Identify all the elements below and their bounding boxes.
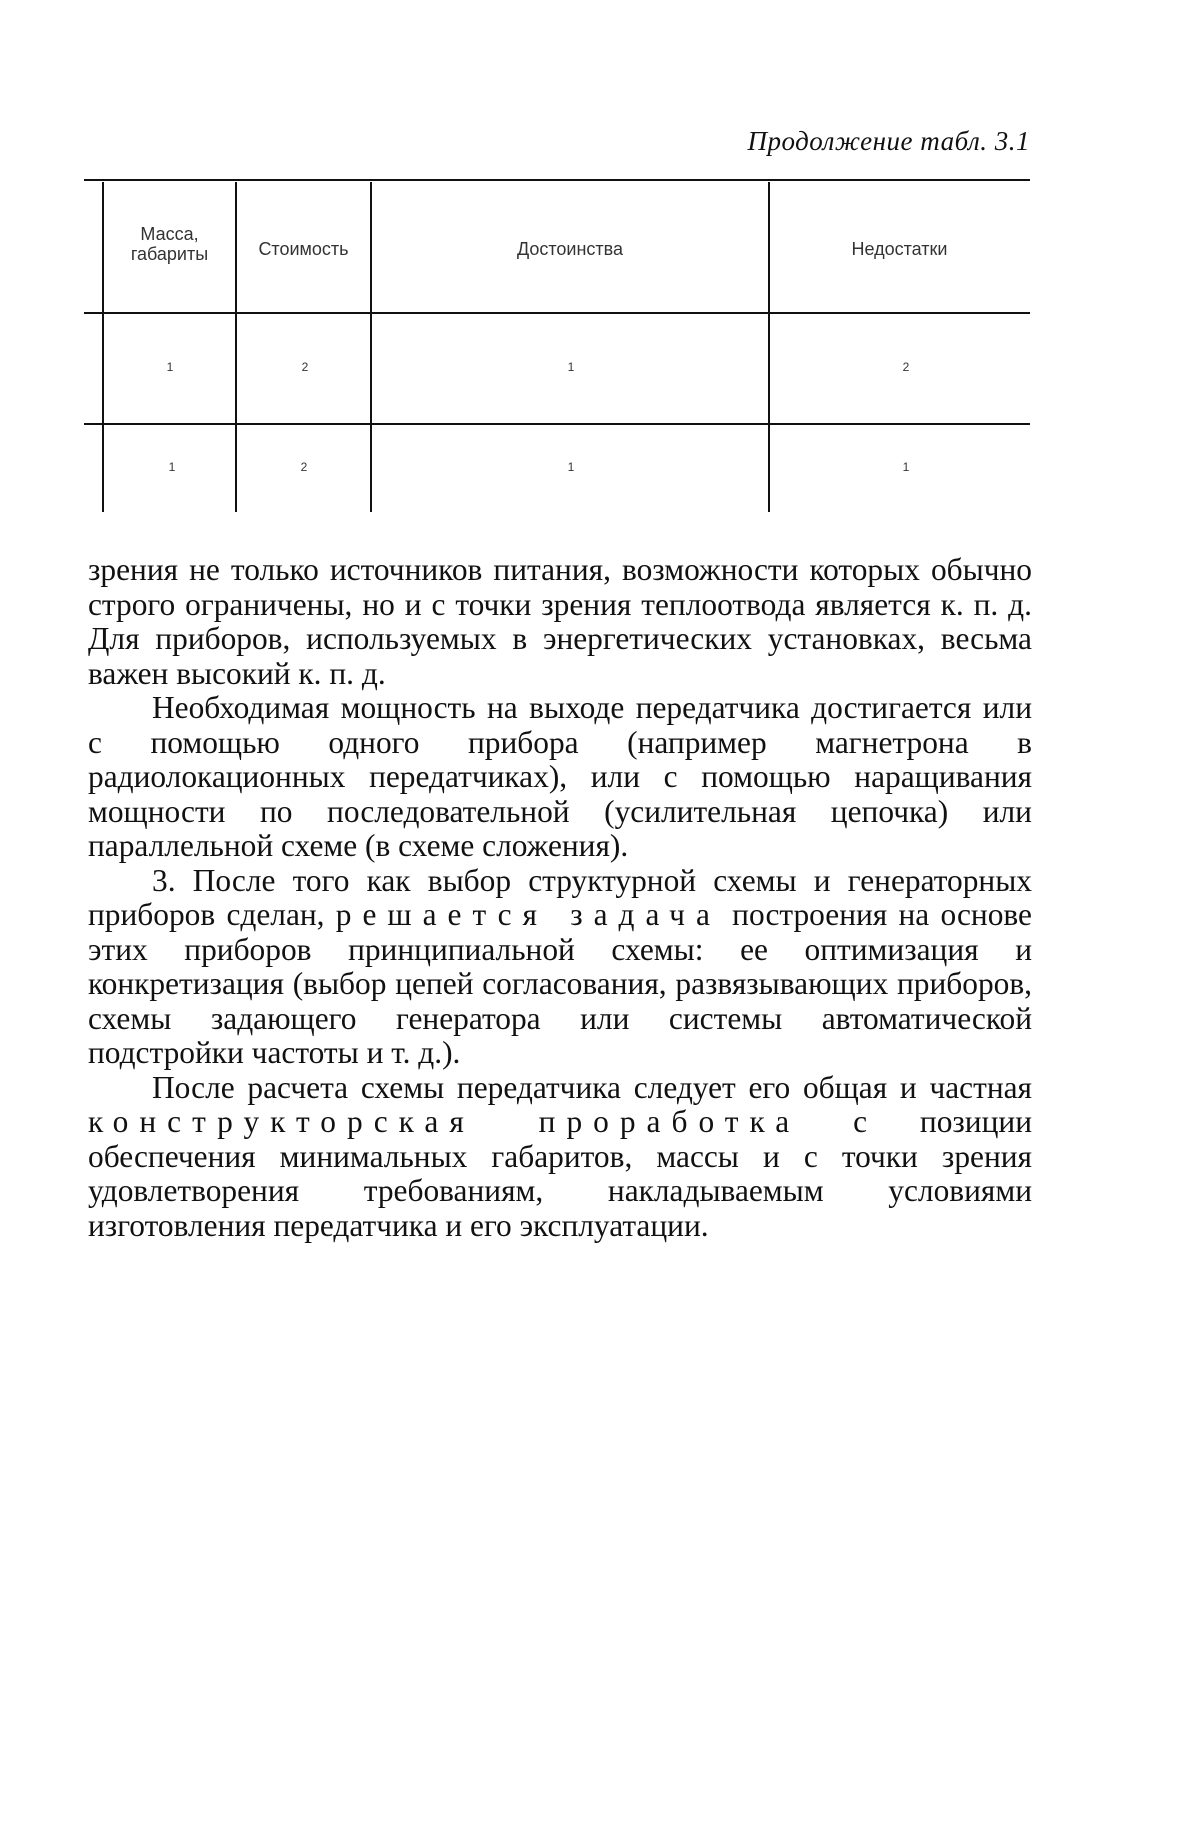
table-header-disadvantages: Недостатки [769, 240, 1030, 260]
table-cell: 1 [561, 360, 581, 374]
emphasis-spaced: решается задача [336, 897, 721, 932]
body-text [88, 553, 1032, 1243]
paragraph: После расчета схемы передатчика следует его общая и частная конструкторская проработка с позиции обеспечения минимальных габаритов, массы и с точки зрения удовлетворения требованиям, накладываемым условиями изготовления передатчика и его эксплуатации. [88, 1071, 1032, 1244]
table-cell: 2 [295, 360, 315, 374]
table-cell: 1 [561, 460, 581, 474]
table-cell: 1 [160, 360, 180, 374]
table-header-advantages: Достоинства [371, 240, 769, 260]
paragraph: Необходимая мощность на выходе передатчика достигается или с помощью одного прибора (например магнетрона в радиолокационных передатчиках), или с помощью наращивания мощности по последовательной (усилительная цепочка) или параллельной схеме (в схеме сложения). [88, 691, 1032, 864]
table-cell: 2 [294, 460, 314, 474]
table-header-cost: Стоимость [236, 240, 371, 260]
table-cell: 2 [896, 360, 916, 374]
table-header-mass: Масса, габариты [103, 225, 236, 265]
table-cell: 1 [162, 460, 182, 474]
emphasis-spaced: конструкторская проработка [88, 1104, 800, 1139]
paragraph: зрения не только источников питания, возможности которых обычно строго ограничены, но и с точки зрения теплоотвода является к. п. д. Для приборов, используемых в энергетических установках, весьма важен высокий к. п. д. [88, 553, 1032, 691]
paragraph: 3. После того как выбор структурной схемы и генераторных приборов сделан, решается задача построения на основе этих приборов принципиальной схемы: ее оптимизация и конкретизация (выбор цепей согласования, развязывающих приборов, схемы задающего генератора или системы автоматической подстройки частоты и т. д.). [88, 864, 1032, 1071]
table-caption: Продолжение табл. 3.1 [640, 126, 1030, 157]
spec-table [0, 0, 1200, 520]
table-cell: 1 [896, 460, 916, 474]
